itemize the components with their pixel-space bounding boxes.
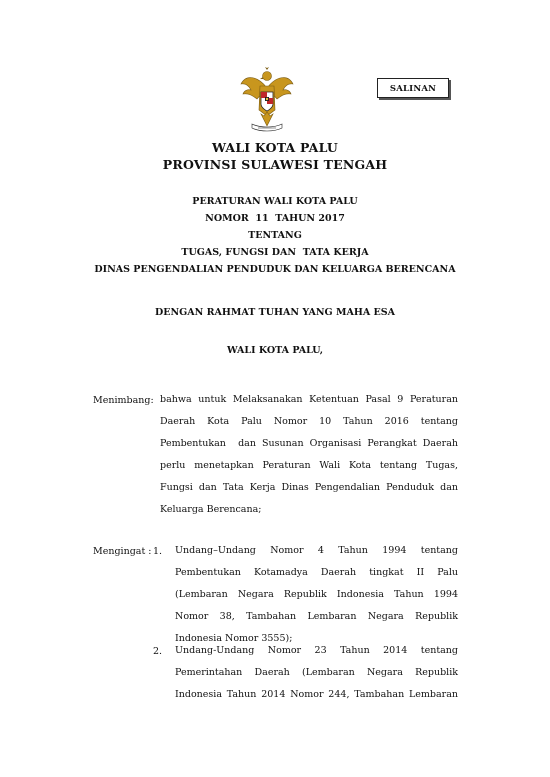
- regulation-subject-line-2: DINAS PENGENDALIAN PENDUDUK DAN KELUARGA BERENCANA: [94, 264, 456, 275]
- regulation-number: NOMOR 11 TAHUN 2017: [205, 213, 345, 224]
- mengingat-line: Undang–Undang Nomor 4 Tahun 1994 tentang: [175, 545, 458, 556]
- menimbang-line: Pembentukan dan Susunan Organisasi Perangkat Daerah: [160, 438, 458, 449]
- item-number: 2.: [153, 646, 163, 657]
- copy-stamp: SALINAN: [377, 78, 449, 98]
- regulation-subject-line-1: TUGAS, FUNGSI DAN TATA KERJA: [181, 247, 369, 258]
- mengingat-label: Mengingat :: [93, 546, 152, 557]
- mengingat-line: Indonesia Tahun 2014 Nomor 244, Tambahan Lembaran: [175, 689, 458, 700]
- garuda-emblem-icon: [240, 66, 294, 136]
- issuer-title: WALI KOTA PALU: [211, 140, 338, 155]
- authority-line: WALI KOTA PALU,: [226, 345, 324, 356]
- grace-formula: DENGAN RAHMAT TUHAN YANG MAHA ESA: [155, 307, 395, 318]
- mengingat-item-2: [175, 640, 458, 706]
- mengingat-item-1: [175, 540, 458, 650]
- regulation-name: PERATURAN WALI KOTA PALU: [192, 196, 358, 207]
- menimbang-paragraph: [160, 389, 458, 521]
- item-number: 1.: [153, 546, 163, 557]
- mengingat-line: Pemerintahan Daerah (Lembaran Negara Republik: [175, 667, 458, 678]
- mengingat-line: Undang-Undang Nomor 23 Tahun 2014 tentang: [175, 645, 458, 656]
- menimbang-line: Keluarga Berencana;: [160, 504, 262, 515]
- menimbang-line: bahwa untuk Melaksanakan Ketentuan Pasal 9 Peraturan: [160, 394, 458, 405]
- menimbang-line: Daerah Kota Palu Nomor 10 Tahun 2016 tentang: [160, 416, 458, 427]
- mengingat-line: Pembentukan Kotamadya Daerah tingkat II Palu: [175, 567, 458, 578]
- menimbang-line: Fungsi dan Tata Kerja Dinas Pengendalian Penduduk dan: [160, 482, 458, 493]
- menimbang-line: perlu menetapkan Peraturan Wali Kota tentang Tugas,: [160, 460, 458, 471]
- menimbang-label: Menimbang:: [93, 395, 154, 406]
- mengingat-line: (Lembaran Negara Republik Indonesia Tahun 1994: [175, 589, 458, 600]
- mengingat-line: Nomor 38, Tambahan Lembaran Negara Republik: [175, 611, 458, 622]
- regulation-about: TENTANG: [248, 230, 302, 241]
- issuer-province: PROVINSI SULAWESI TENGAH: [162, 157, 388, 172]
- mengingat-line: Indonesia Nomor 3555);: [175, 633, 293, 644]
